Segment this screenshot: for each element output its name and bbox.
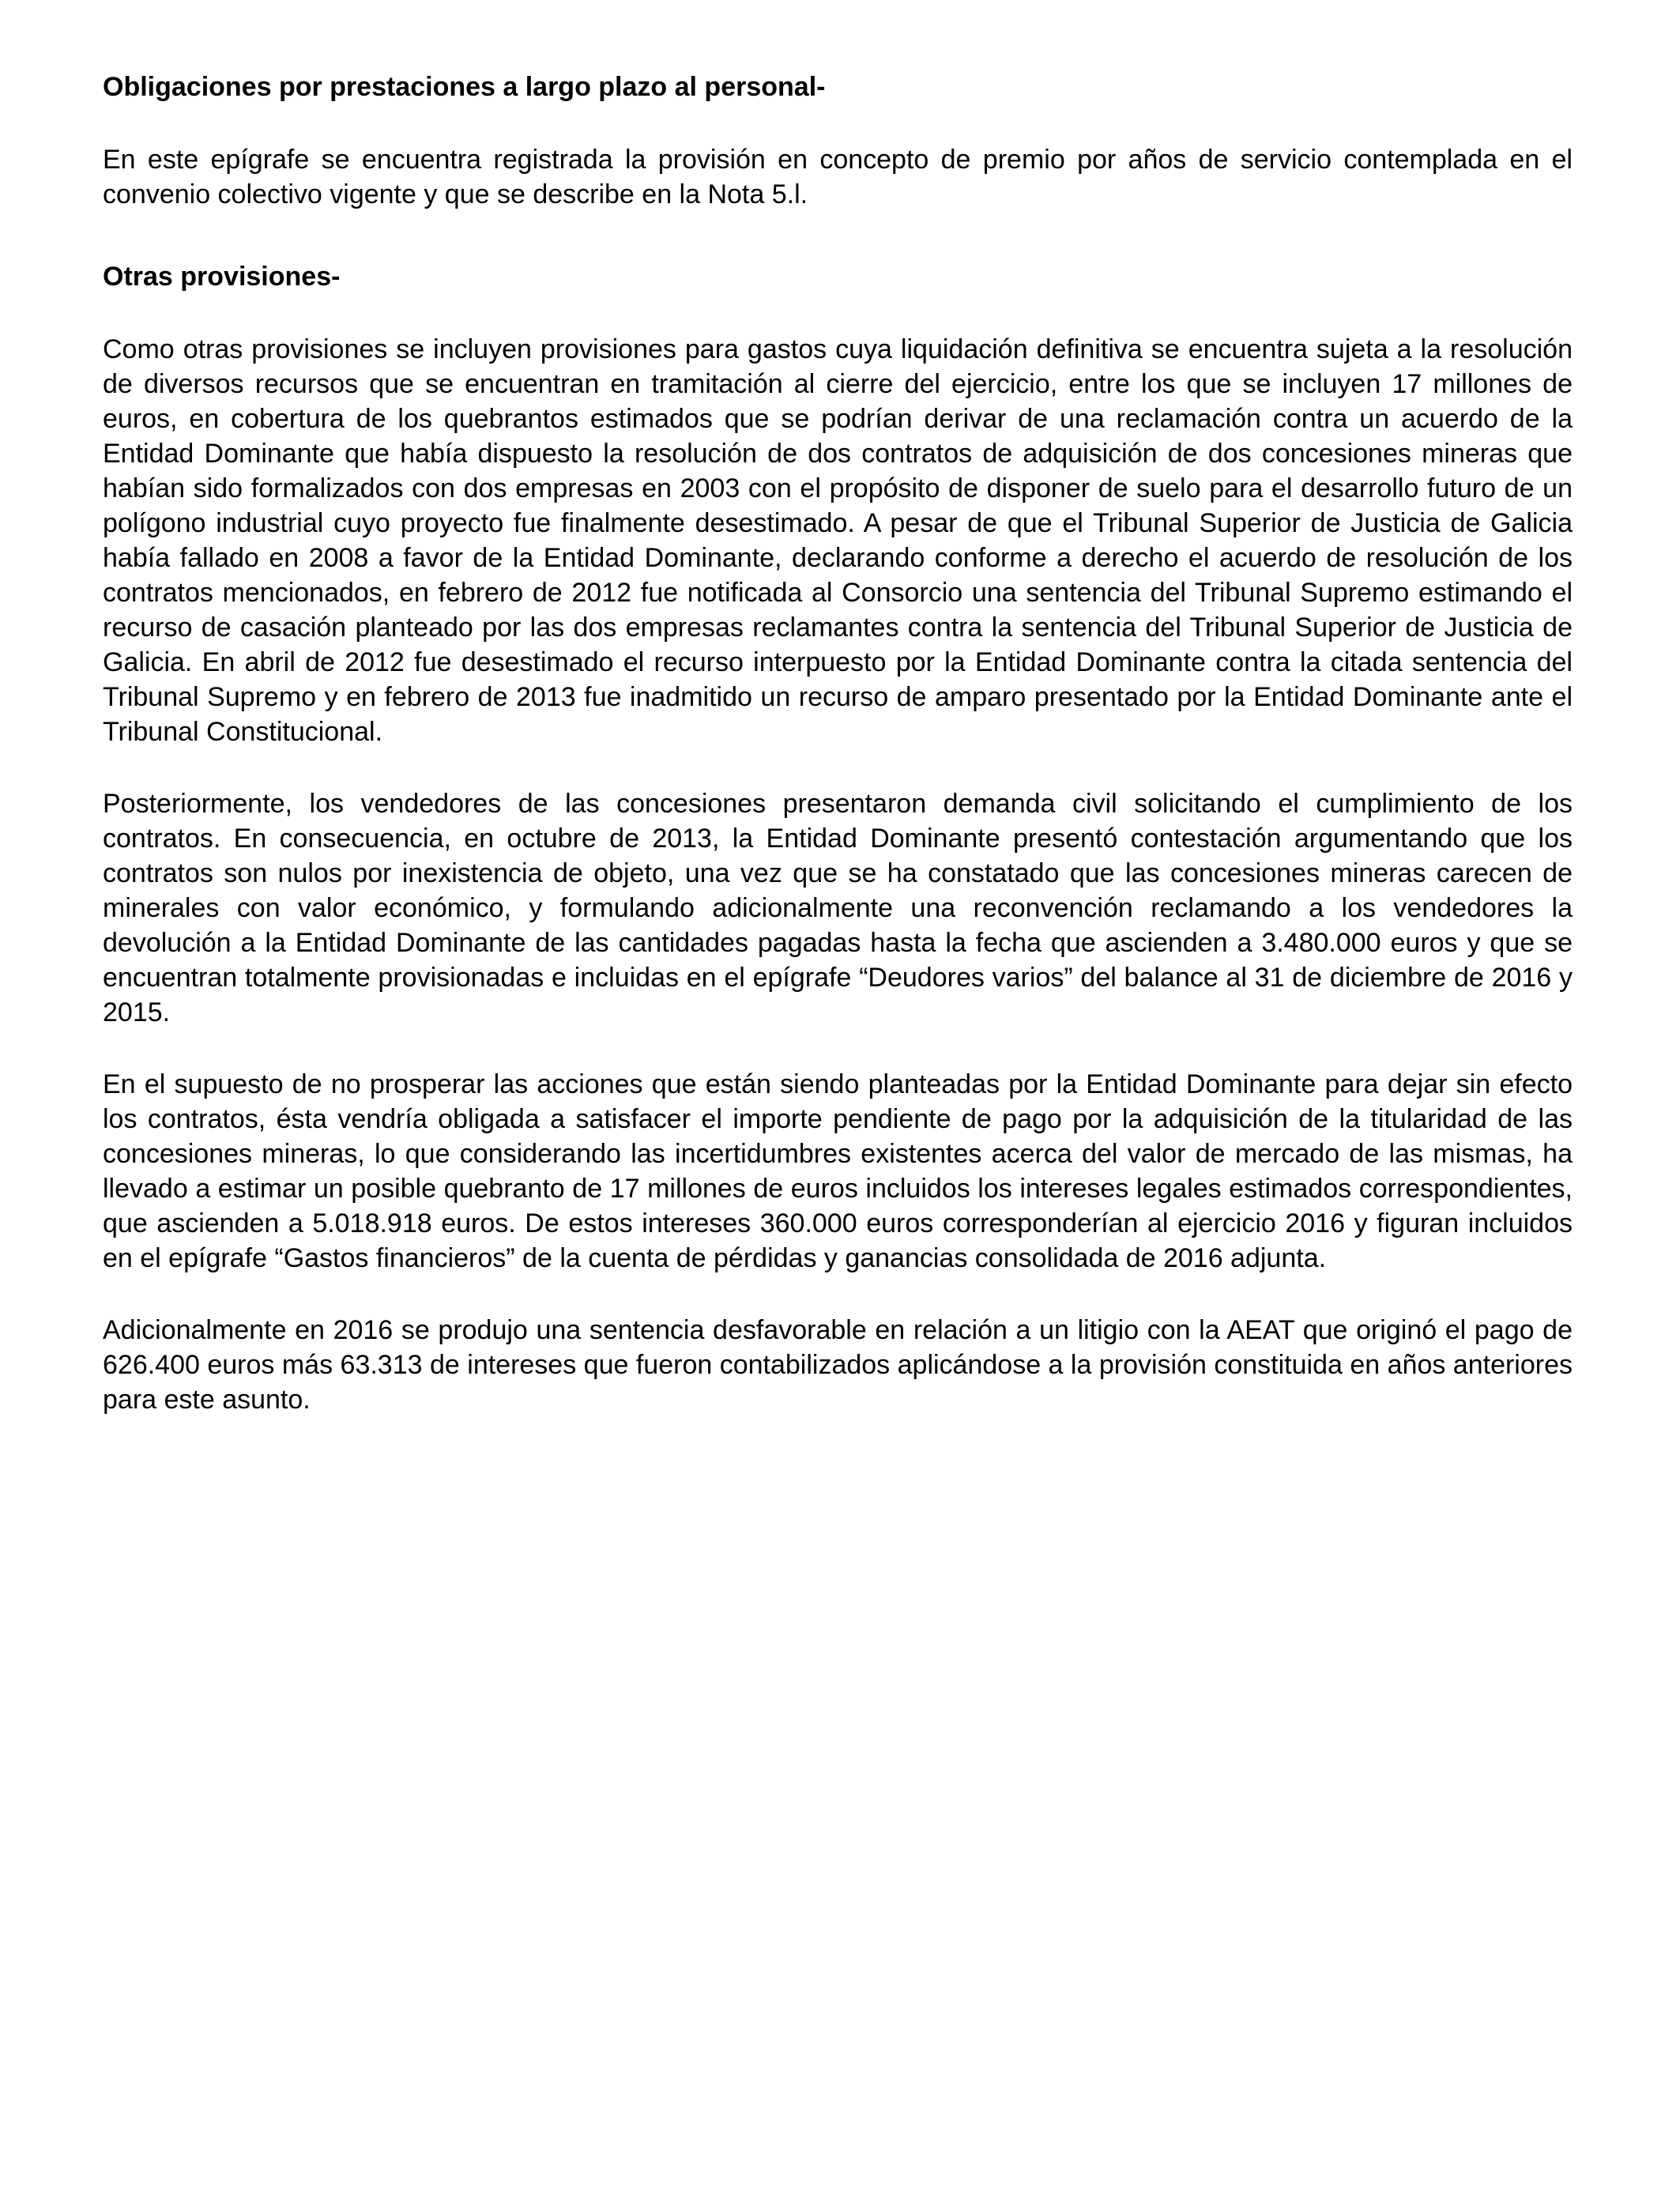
section-heading-obligaciones: Obligaciones por prestaciones a largo plazo al personal- (103, 72, 826, 102)
paragraph-otras-provisiones-1: Como otras provisiones se incluyen provisiones para gastos cuya liquidación definitiva se encuentra sujeta a la resolución de diversos recursos que se encuentran en tramitación al cierre del ejercicio, entre los que se incluyen 17 millones de euros, en cobertura de los quebrantos estimados que se podrían derivar de una reclamación contra un acuerdo de la Entidad Dominante que había dispuesto la resolución de dos contratos de adquisición de dos concesiones mineras que habían sido formalizados con dos empresas en 2003 con el propósito de disponer de suelo para el desarrollo futuro de un polígono industrial cuyo proyecto fue finalmente desestimado. A pesar de que el Tribunal Superior de Justicia de Galicia había fallado en 2008 a favor de la Entidad Dominante, declarando conforme a derecho el acuerdo de resolución de los contratos mencionados, en febrero de 2012 fue notificada al Consorcio una sentencia del Tribunal Supremo estimando el recurso de casación planteado por las dos empresas reclamantes contra la sentencia del Tribunal Superior de Justicia de Galicia. En abril de 2012 fue desestimado el recurso interpuesto por la Entidad Dominante contra la citada sentencia del Tribunal Supremo y en febrero de 2013 fue inadmitido un recurso de amparo presentado por la Entidad Dominante ante el Tribunal Constitucional. (103, 334, 1573, 747)
document-page (103, 70, 1573, 1417)
paragraph-obligaciones: En este epígrafe se encuentra registrada la provisión en concepto de premio por años de servicio contemplada en el convenio colectivo vigente y que se describe en la Nota 5.l. (103, 145, 1573, 209)
paragraph-otras-provisiones-2: Posteriormente, los vendedores de las concesiones presentaron demanda civil solicitando el cumplimiento de los contratos. En consecuencia, en octubre de 2013, la Entidad Dominante presentó contestación argumentando que los contratos son nulos por inexistencia de objeto, una vez que se ha constatado que las concesiones mineras carecen de minerales con valor económico, y formulando adicionalmente una reconvención reclamando a los vendedores la devolución a la Entidad Dominante de las cantidades pagadas hasta la fecha que ascienden a 3.480.000 euros y que se encuentran totalmente provisionadas e incluidas en el epígrafe “Deudores varios” del balance al 31 de diciembre de 2016 y 2015. (103, 789, 1573, 1027)
paragraph-otras-provisiones-4: Adicionalmente en 2016 se produjo una sentencia desfavorable en relación a un litigio con la AEAT que originó el pago de 626.400 euros más 63.313 de intereses que fueron contabilizados aplicándose a la provisión constituida en años anteriores para este asunto. (103, 1315, 1573, 1415)
section-heading-otras-provisiones: Otras provisiones- (103, 262, 341, 292)
paragraph-otras-provisiones-3: En el supuesto de no prosperar las acciones que están siendo planteadas por la Entidad Dominante para dejar sin efecto los contratos, ésta vendría obligada a satisfacer el importe pendiente de pago por la adquisición de la titularidad de las concesiones mineras, lo que considerando las incertidumbres existentes acerca del valor de mercado de las mismas, ha llevado a estimar un posible quebranto de 17 millones de euros incluidos los intereses legales estimados correspondientes, que ascienden a 5.018.918 euros. De estos intereses 360.000 euros corresponderían al ejercicio 2016 y figuran incluidos en el epígrafe “Gastos financieros” de la cuenta de pérdidas y ganancias consolidada de 2016 adjunta. (103, 1069, 1573, 1273)
